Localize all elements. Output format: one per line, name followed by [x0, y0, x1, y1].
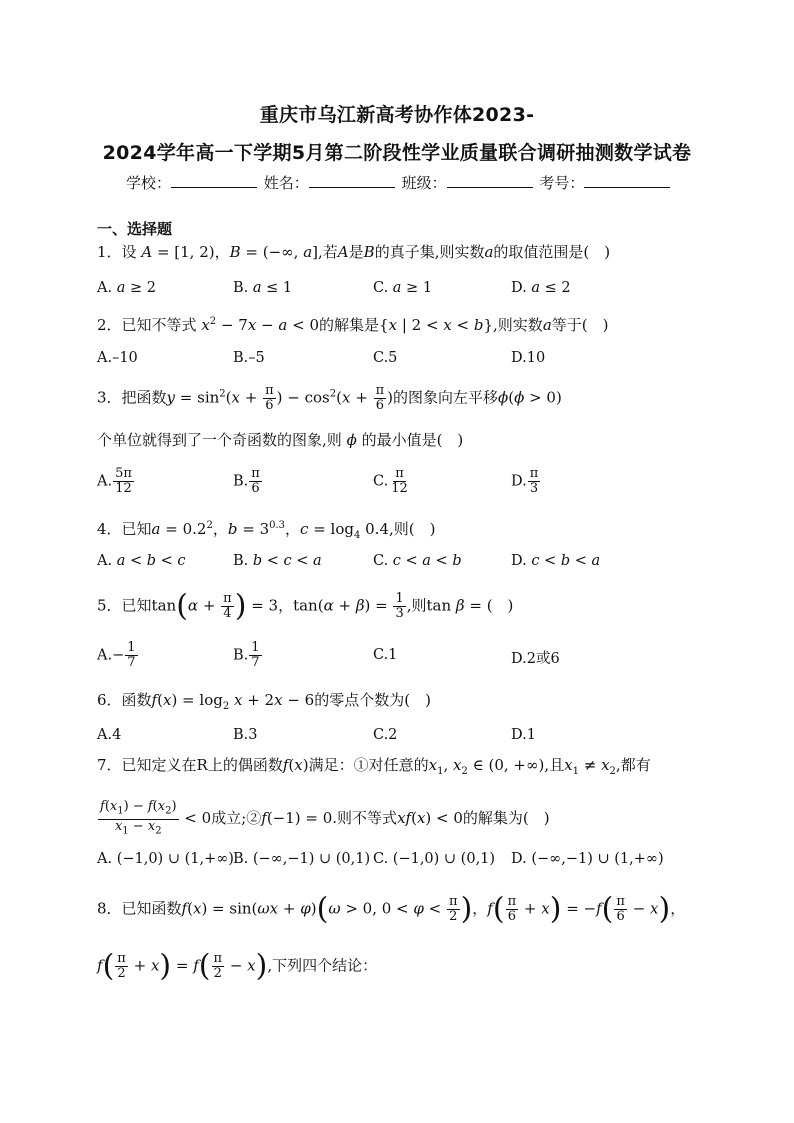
question-7: 7．已知定义在R上的偶函数f(x)满足：①对任意的$x_1$, $x_2$ ∈ (0, +∞),且$x_1 \ne x_2$,都有: [97, 756, 651, 777]
q1-option-c[interactable]: C. a ≥ 1: [373, 280, 433, 296]
question-4: 4．已知$a = 0.2^2$，$b = 3^{0.3}$，$c = \log_4 0.4$,则( ): [97, 520, 436, 541]
q5-option-d[interactable]: D.2或6: [511, 651, 560, 667]
q7-option-b[interactable]: B. (−∞,−1) ∪ (0,1): [233, 851, 371, 867]
question-2: 2．已知不等式 $x^2 - 7x - a < 0$的解集是{x | 2 < x < b},则实数a等于( ): [97, 316, 609, 334]
q5-option-c[interactable]: C.1: [373, 647, 398, 663]
q5-option-a[interactable]: A.− $\frac{1}{7}$: [97, 640, 136, 670]
q6-option-a[interactable]: A.4: [97, 727, 122, 743]
q2-option-c[interactable]: C.5: [373, 350, 398, 366]
q2-option-a[interactable]: A.–10: [97, 350, 138, 366]
name-label: 姓名：: [263, 174, 309, 192]
q3-option-a[interactable]: A. $\frac{5\pi}{12}$: [97, 466, 132, 496]
q7-option-a[interactable]: A. (−1,0) ∪ (1,+∞): [97, 851, 234, 867]
q7-option-c[interactable]: C. (−1,0) ∪ (0,1): [373, 851, 496, 867]
school-label: 学校：: [126, 174, 172, 192]
question-8-line-2: f( $\frac{\pi}{2}$ + x) = f( $\frac{\pi}{2}$ − x),下列四个结论：: [97, 948, 378, 984]
question-1: 1．设 A = [1, 2)，B = (−∞, a],若A是B的真子集,则实数a的取值范围是( ): [97, 243, 611, 261]
q1-option-d[interactable]: D. a ≤ 2: [511, 280, 571, 296]
q6-option-d[interactable]: D.1: [511, 727, 536, 743]
question-5: 5．已知tan(α + $\frac{\pi}{4}$ ) = 3，tan(α + β) = $\frac{1}{3}$ ,则tan β = ( ): [97, 588, 514, 624]
q2-option-b[interactable]: B.–5: [233, 350, 265, 366]
question-8: 8．已知函数f(x) = sin(ωx + φ)(ω > 0, 0 < φ < $\frac{\pi}{2}$ )，f( $\frac{\pi}{6}$ + x) = −f( $\frac{\pi}{6}$ − x)，: [97, 891, 686, 927]
section-heading: 一、选择题: [97, 220, 173, 238]
exam-number-field[interactable]: [584, 173, 670, 188]
q6-option-b[interactable]: B.3: [233, 727, 258, 743]
q4-option-c[interactable]: C. c < a < b: [373, 553, 462, 569]
student-info-row: [126, 172, 672, 193]
q3-option-b[interactable]: B. $\frac{\pi}{6}$: [233, 466, 260, 496]
q4-option-d[interactable]: D. c < b < a: [511, 553, 601, 569]
exam-number-label: 考号：: [539, 174, 585, 192]
q4-option-b[interactable]: B. b < c < a: [233, 553, 322, 569]
q7-option-d[interactable]: D. (−∞,−1) ∪ (1,+∞): [511, 851, 664, 867]
title-line-2: 2024学年高一下学期5月第二阶段性学业质量联合调研抽测数学试卷: [102, 142, 692, 164]
class-label: 班级：: [401, 174, 447, 192]
q3-option-c[interactable]: C. $\frac{\pi}{12}$: [373, 466, 408, 496]
q4-option-a[interactable]: A. a < b < c: [97, 553, 186, 569]
q1-option-a[interactable]: A. a ≥ 2: [97, 280, 156, 296]
question-7-line-2: $\frac{f(x_1) - f(x_2)}{x_1 - x_2}$ < 0成立;②f(−1) = 0.则不等式xf(x) < 0的解集为( ): [100, 799, 550, 837]
class-field[interactable]: [447, 173, 533, 188]
q1-option-b[interactable]: B. a ≤ 1: [233, 280, 293, 296]
question-3: 3．把函数$y = \sin^2(x$ + $\frac{\pi}{6}$ ) − $\cos^2(x$ + $\frac{\pi}{6}$ )的图象向左平移ϕ(ϕ > 0): [97, 383, 562, 413]
question-6: 6．函数$f(x) = \log_2 x + 2x - 6$的零点个数为( ): [97, 691, 431, 712]
question-3-line-2: 个单位就得到了一个奇函数的图象,则 ϕ 的最小值是( ): [97, 431, 464, 449]
q3-option-d[interactable]: D. $\frac{\pi}{3}$: [511, 466, 539, 496]
q6-option-c[interactable]: C.2: [373, 727, 398, 743]
title-line-1: 重庆市乌江新高考协作体2023-: [259, 104, 535, 126]
q2-option-d[interactable]: D.10: [511, 350, 546, 366]
school-field[interactable]: [171, 173, 257, 188]
name-field[interactable]: [309, 173, 395, 188]
q5-option-b[interactable]: B. $\frac{1}{7}$: [233, 640, 260, 670]
